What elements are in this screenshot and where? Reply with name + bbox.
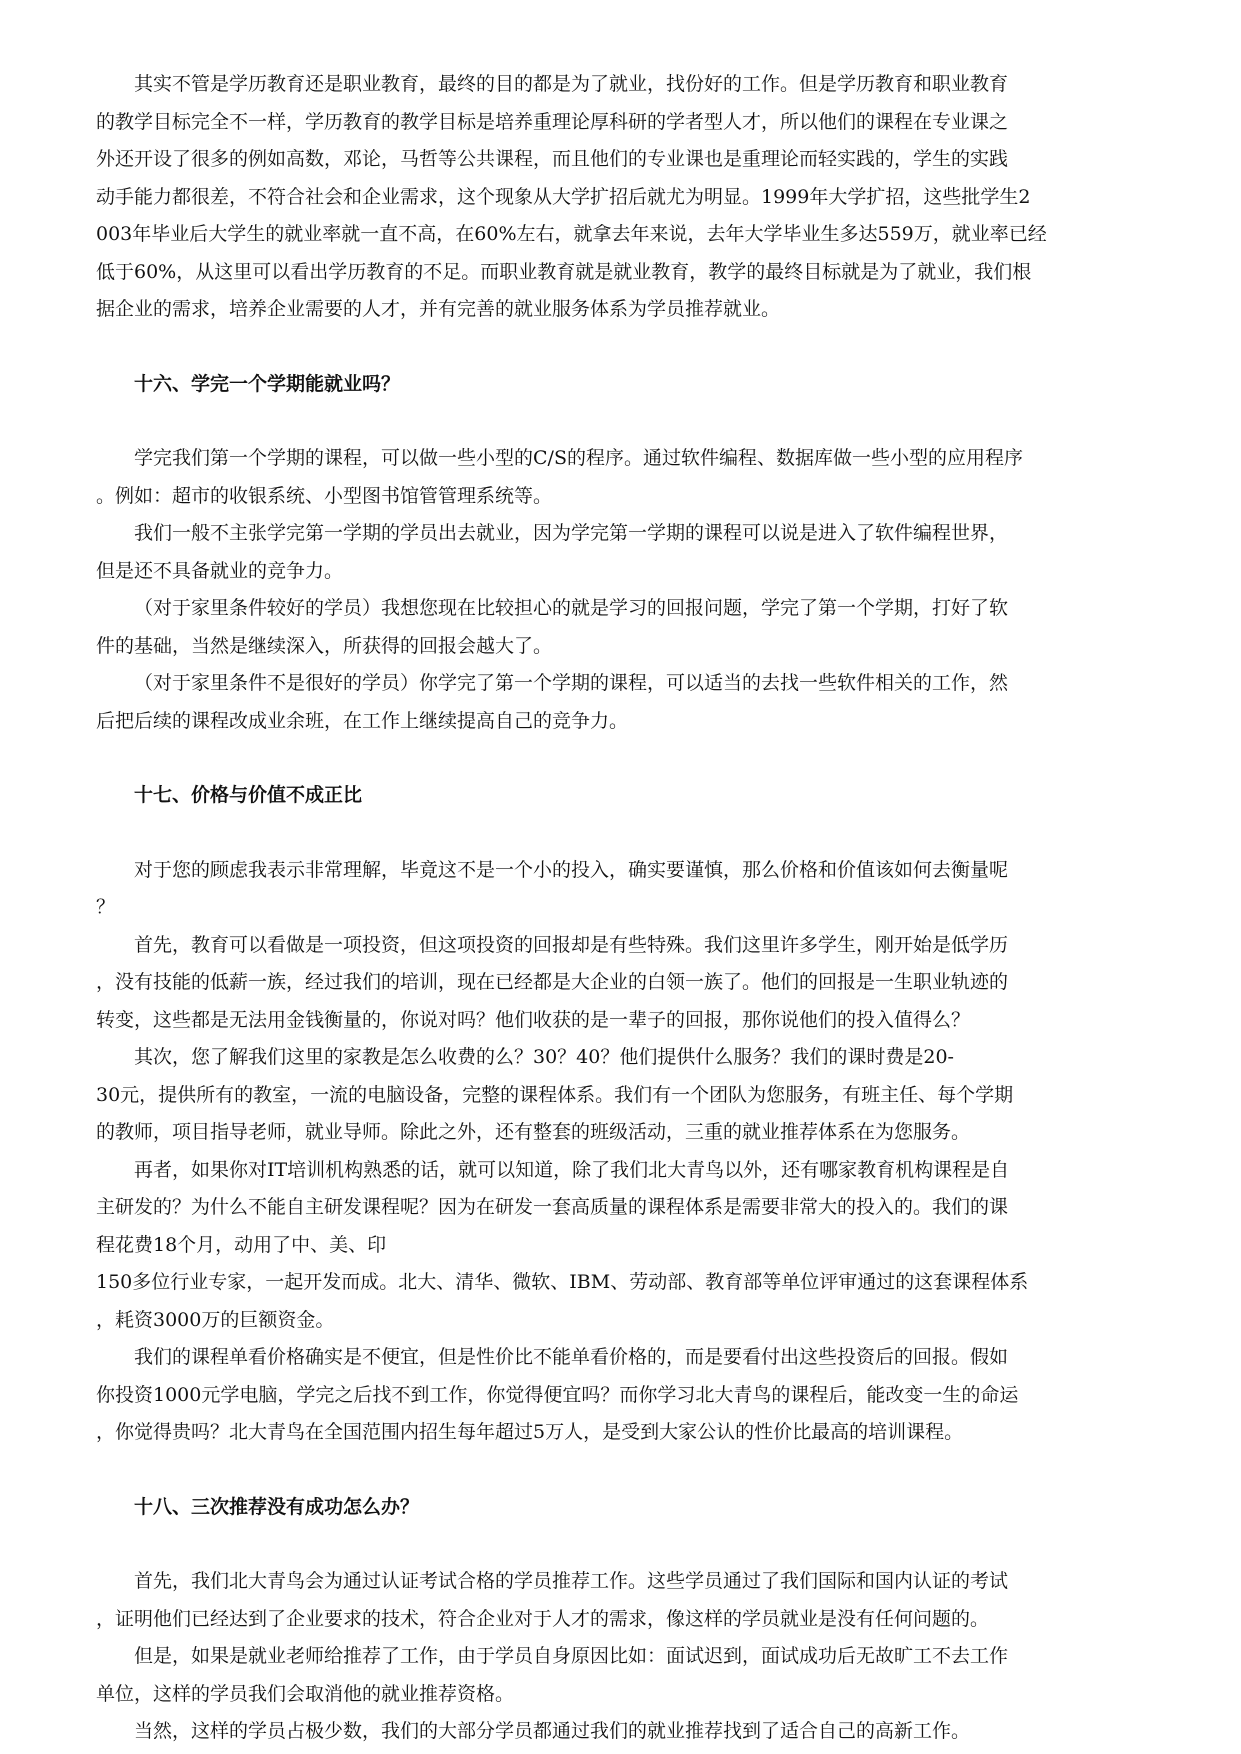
spacer	[96, 740, 1148, 777]
text-line: 动手能力都很差，不符合社会和企业需求，这个现象从大学扩招后就尤为明显。1999年大学扩招，这些批学生2	[96, 185, 1031, 208]
text-line: 转变，这些都是无法用金钱衡量的，你说对吗？他们收获的是一辈子的回报，那你说他们的投入值得么？	[96, 1008, 971, 1031]
section-heading: 十七、价格与价值不成正比	[134, 784, 363, 806]
text-line: 外还开设了很多的例如高数，邓论，马哲等公共课程，而且他们的专业课也是重理论而轻实践的，学生的实践	[96, 148, 1009, 170]
text-line: 你投资1000元学电脑，学完之后找不到工作，你觉得便宜吗？而你学习北大青鸟的课程后，能改变一生的命运	[96, 1383, 1019, 1406]
text-line: 150多位行业专家，一起开发而成。北大、清华、微软、IBM、劳动部、教育部等单位评审通过的这套课程体系	[96, 1271, 1029, 1293]
text-line: 学完我们第一个学期的课程，可以做一些小型的C/S的程序。通过软件编程、数据库做一些小型的应用程序	[134, 447, 1023, 469]
text-line: 低于60%，从这里可以看出学历教育的不足。而职业教育就是就业教育，教学的最终目标就是为了就业，我们根	[96, 260, 1032, 283]
text-line: （对于家里条件较好的学员）我想您现在比较担心的就是学习的回报问题，学完了第一个学期，打好了软	[134, 597, 1009, 619]
spacer	[96, 1526, 1148, 1563]
text-line: ，没有技能的低薪一族，经过我们的培训，现在已经都是大企业的白领一族了。他们的回报是一生职业轨迹的	[96, 971, 1009, 993]
intro-paragraph	[96, 66, 1148, 329]
spacer	[96, 329, 1148, 366]
text-line: 其实不管是学历教育还是职业教育，最终的目的都是为了就业，找份好的工作。但是学历教育和职业教育	[134, 73, 1009, 95]
text-line: 的教师，项目指导老师，就业导师。除此之外，还有整套的班级活动，三重的就业推荐体系在为您服务。	[96, 1121, 971, 1143]
spacer	[96, 1452, 1148, 1489]
text-line: 我们的课程单看价格确实是不便宜，但是性价比不能单看价格的，而是要看付出这些投资后的回报。假如	[134, 1346, 1009, 1368]
text-line: 当然，这样的学员占极少数，我们的大部分学员都通过我们的就业推荐找到了适合自己的高新工作。	[134, 1720, 971, 1742]
text-line: 首先，我们北大青鸟会为通过认证考试合格的学员推荐工作。这些学员通过了我们国际和国内认证的考试	[134, 1570, 1009, 1592]
section-heading: 十六、学完一个学期能就业吗？	[134, 372, 401, 395]
text-line: 的教学目标完全不一样，学历教育的教学目标是培养重理论厚科研的学者型人才，所以他们的课程在专业课之	[96, 110, 1009, 133]
text-line: 据企业的需求，培养企业需要的人才，并有完善的就业服务体系为学员推荐就业。	[96, 298, 781, 320]
section-18-body	[96, 1563, 1148, 1751]
spacer	[96, 815, 1148, 852]
text-line: 程花费18个月，动用了中、美、印	[96, 1233, 387, 1256]
section-heading: 十八、三次推荐没有成功怎么办？	[134, 1495, 420, 1518]
text-line: 件的基础，当然是继续深入，所获得的回报会越大了。	[96, 634, 553, 657]
text-line: 后把后续的课程改成业余班，在工作上继续提高自己的竞争力。	[96, 709, 629, 732]
text-line: 再者，如果你对IT培训机构熟悉的话，就可以知道，除了我们北大青鸟以外，还有哪家教育机构课程是自	[134, 1158, 1010, 1181]
text-line: ，耗资3000万的巨额资金。	[96, 1308, 335, 1331]
text-line: 首先，教育可以看做是一项投资，但这项投资的回报却是有些特殊。我们这里许多学生，刚开始是低学历	[134, 933, 1009, 956]
text-line: 其次，您了解我们这里的家教是怎么收费的么？30？40？他们提供什么服务？我们的课时费是20-	[134, 1046, 954, 1068]
text-line: ？	[96, 896, 116, 918]
text-line: 但是，如果是就业老师给推荐了工作，由于学员自身原因比如：面试迟到，面试成功后无故旷工不去工作	[134, 1645, 1009, 1667]
document-body	[96, 66, 1148, 1751]
text-line: ，证明他们已经达到了企业要求的技术，符合企业对于人才的需求，像这样的学员就业是没有任何问题的。	[96, 1607, 990, 1630]
text-line: 我们一般不主张学完第一学期的学员出去就业，因为学完第一学期的课程可以说是进入了软件编程世界，	[134, 522, 1009, 544]
text-line: 003年毕业后大学生的就业率就一直不高，在60%左右，就拿去年来说，去年大学毕业生多达559万，就业率已经	[96, 223, 1047, 245]
text-line: 主研发的？为什么不能自主研发课程呢？因为在研发一套高质量的课程体系是需要非常大的投入的。我们的课	[96, 1196, 1009, 1218]
text-line: 单位，这样的学员我们会取消他的就业推荐资格。	[96, 1682, 515, 1705]
text-line: 对于您的顾虑我表示非常理解，毕竟这不是一个小的投入，确实要谨慎，那么价格和价值该如何去衡量呢	[134, 858, 1009, 881]
text-line: （对于家里条件不是很好的学员）你学完了第一个学期的课程，可以适当的去找一些软件相关的工作，然	[134, 672, 1009, 694]
text-line: 但是还不具备就业的竞争力。	[96, 559, 344, 582]
text-line: 30元，提供所有的教室，一流的电脑设备，完整的课程体系。我们有一个团队为您服务，有班主任、每个学期	[96, 1083, 1014, 1106]
section-16-body	[96, 440, 1148, 740]
section-17-body	[96, 852, 1148, 1452]
spacer	[96, 403, 1148, 440]
text-line: ，你觉得贵吗？北大青鸟在全国范围内招生每年超过5万人，是受到大家公认的性价比最高的培训课程。	[96, 1421, 964, 1443]
text-line: 。例如：超市的收银系统、小型图书馆管管理系统等。	[96, 484, 553, 507]
